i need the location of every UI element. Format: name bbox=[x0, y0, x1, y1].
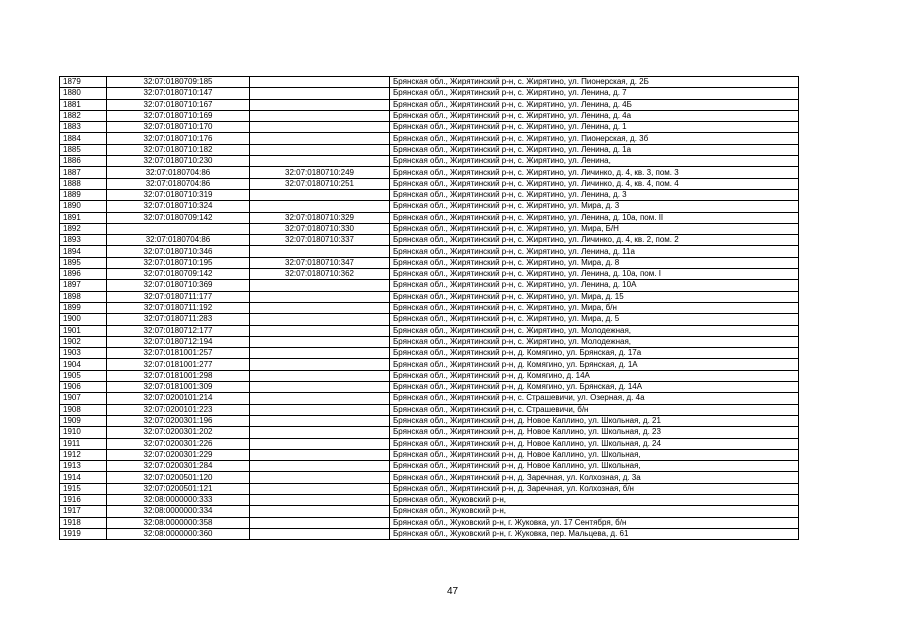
secondary-cadastral-cell bbox=[250, 415, 390, 426]
row-number-cell: 1906 bbox=[60, 382, 107, 393]
row-number-cell: 1884 bbox=[60, 133, 107, 144]
address-cell: Брянская обл., Жирятинский р-н, с. Жирятино, ул. Ленина, bbox=[390, 156, 799, 167]
cadastral-number-cell: 32:07:0180710:170 bbox=[107, 122, 250, 133]
cadastral-number-cell: 32:07:0180712:177 bbox=[107, 325, 250, 336]
row-number-cell: 1916 bbox=[60, 494, 107, 505]
cadastral-number-cell: 32:07:0180709:185 bbox=[107, 77, 250, 88]
cadastral-number-cell: 32:07:0200301:226 bbox=[107, 438, 250, 449]
table-row bbox=[60, 472, 799, 483]
row-number-cell: 1900 bbox=[60, 314, 107, 325]
row-number-cell: 1894 bbox=[60, 246, 107, 257]
row-number-cell: 1885 bbox=[60, 144, 107, 155]
secondary-cadastral-cell bbox=[250, 156, 390, 167]
secondary-cadastral-cell bbox=[250, 336, 390, 347]
address-cell: Брянская обл., Жирятинский р-н, с. Страшевичи, ул. Озерная, д. 4а bbox=[390, 393, 799, 404]
address-cell: Брянская обл., Жирятинский р-н, с. Жирятино, ул. Молодежная, bbox=[390, 336, 799, 347]
table-row bbox=[60, 156, 799, 167]
address-cell: Брянская обл., Жирятинский р-н, с. Жирятино, ул. Ленина, д. 3 bbox=[390, 189, 799, 200]
address-cell: Брянская обл., Жирятинский р-н, д. Комягино, ул. Брянская, д. 17а bbox=[390, 348, 799, 359]
address-cell: Брянская обл., Жуковский р-н, г. Жуковка, ул. 17 Сентября, б/н bbox=[390, 517, 799, 528]
cadastral-number-cell: 32:07:0200501:120 bbox=[107, 472, 250, 483]
row-number-cell: 1879 bbox=[60, 77, 107, 88]
address-cell: Брянская обл., Жуковский р-н, bbox=[390, 494, 799, 505]
secondary-cadastral-cell bbox=[250, 404, 390, 415]
table-row bbox=[60, 325, 799, 336]
secondary-cadastral-cell bbox=[250, 472, 390, 483]
table-row bbox=[60, 494, 799, 505]
address-cell: Брянская обл., Жирятинский р-н, с. Жирятино, ул. Ленина, д. 1а bbox=[390, 144, 799, 155]
cadastral-number-cell: 32:07:0200301:229 bbox=[107, 449, 250, 460]
secondary-cadastral-cell bbox=[250, 483, 390, 494]
secondary-cadastral-cell bbox=[250, 359, 390, 370]
address-cell: Брянская обл., Жирятинский р-н, д. Комягино, ул. Брянская, д. 14А bbox=[390, 382, 799, 393]
address-cell: Брянская обл., Жуковский р-н, bbox=[390, 506, 799, 517]
table-row bbox=[60, 483, 799, 494]
page-number: 47 bbox=[446, 586, 459, 597]
secondary-cadastral-cell bbox=[250, 506, 390, 517]
secondary-cadastral-cell: 32:07:0180710:329 bbox=[250, 212, 390, 223]
secondary-cadastral-cell bbox=[250, 99, 390, 110]
cadastral-number-cell: 32:07:0200301:196 bbox=[107, 415, 250, 426]
table-row bbox=[60, 449, 799, 460]
secondary-cadastral-cell bbox=[250, 291, 390, 302]
address-cell: Брянская обл., Жирятинский р-н, с. Жирятино, ул. Ленина, д. 10А bbox=[390, 280, 799, 291]
cadastral-number-cell: 32:07:0180712:194 bbox=[107, 336, 250, 347]
row-number-cell: 1882 bbox=[60, 110, 107, 121]
cadastral-number-cell: 32:07:0180709:142 bbox=[107, 212, 250, 223]
address-cell: Брянская обл., Жирятинский р-н, с. Жирятино, ул. Мира, д. 3 bbox=[390, 201, 799, 212]
cadastral-number-cell: 32:08:0000000:333 bbox=[107, 494, 250, 505]
cadastral-number-cell: 32:07:0200301:284 bbox=[107, 461, 250, 472]
table-row bbox=[60, 404, 799, 415]
cadastral-number-cell: 32:07:0181001:257 bbox=[107, 348, 250, 359]
address-cell: Брянская обл., Жирятинский р-н, д. Новое Каплино, ул. Школьная, bbox=[390, 461, 799, 472]
address-cell: Брянская обл., Жирятинский р-н, д. Новое Каплино, ул. Школьная, д. 24 bbox=[390, 438, 799, 449]
cadastral-number-cell: 32:07:0180704:86 bbox=[107, 235, 250, 246]
table-row bbox=[60, 302, 799, 313]
registry-table-body bbox=[60, 77, 799, 540]
secondary-cadastral-cell bbox=[250, 517, 390, 528]
cadastral-number-cell: 32:07:0180711:177 bbox=[107, 291, 250, 302]
secondary-cadastral-cell bbox=[250, 461, 390, 472]
address-cell: Брянская обл., Жирятинский р-н, с. Жирятино, ул. Мира, б/н bbox=[390, 302, 799, 313]
row-number-cell: 1905 bbox=[60, 370, 107, 381]
table-row bbox=[60, 461, 799, 472]
cadastral-number-cell: 32:07:0180710:369 bbox=[107, 280, 250, 291]
address-cell: Брянская обл., Жирятинский р-н, с. Жирятино, ул. Ленина, д. 4Б bbox=[390, 99, 799, 110]
secondary-cadastral-cell bbox=[250, 133, 390, 144]
address-cell: Брянская обл., Жирятинский р-н, с. Страшевичи, б/н bbox=[390, 404, 799, 415]
row-number-cell: 1907 bbox=[60, 393, 107, 404]
cadastral-number-cell: 32:07:0180710:319 bbox=[107, 189, 250, 200]
secondary-cadastral-cell bbox=[250, 88, 390, 99]
table-row bbox=[60, 246, 799, 257]
row-number-cell: 1918 bbox=[60, 517, 107, 528]
secondary-cadastral-cell bbox=[250, 314, 390, 325]
secondary-cadastral-cell bbox=[250, 370, 390, 381]
cadastral-number-cell: 32:08:0000000:334 bbox=[107, 506, 250, 517]
secondary-cadastral-cell: 32:07:0180710:337 bbox=[250, 235, 390, 246]
secondary-cadastral-cell bbox=[250, 122, 390, 133]
table-row bbox=[60, 178, 799, 189]
secondary-cadastral-cell bbox=[250, 348, 390, 359]
row-number-cell: 1886 bbox=[60, 156, 107, 167]
secondary-cadastral-cell bbox=[250, 494, 390, 505]
secondary-cadastral-cell bbox=[250, 325, 390, 336]
cadastral-number-cell: 32:08:0000000:358 bbox=[107, 517, 250, 528]
table-row bbox=[60, 257, 799, 268]
row-number-cell: 1883 bbox=[60, 122, 107, 133]
cadastral-number-cell: 32:07:0180710:195 bbox=[107, 257, 250, 268]
row-number-cell: 1881 bbox=[60, 99, 107, 110]
table-row bbox=[60, 122, 799, 133]
cadastral-number-cell: 32:07:0200101:223 bbox=[107, 404, 250, 415]
address-cell: Брянская обл., Жирятинский р-н, д. Новое Каплино, ул. Школьная, д. 23 bbox=[390, 427, 799, 438]
address-cell: Брянская обл., Жирятинский р-н, с. Жирятино, ул. Ленина, д. 11а bbox=[390, 246, 799, 257]
row-number-cell: 1889 bbox=[60, 189, 107, 200]
secondary-cadastral-cell bbox=[250, 438, 390, 449]
address-cell: Брянская обл., Жирятинский р-н, с. Жирятино, ул. Личинко, д. 4, кв. 3, пом. 3 bbox=[390, 167, 799, 178]
cadastral-number-cell: 32:07:0180710:182 bbox=[107, 144, 250, 155]
address-cell: Брянская обл., Жирятинский р-н, с. Жирятино, ул. Мира, д. 5 bbox=[390, 314, 799, 325]
table-row bbox=[60, 269, 799, 280]
secondary-cadastral-cell bbox=[250, 382, 390, 393]
cadastral-number-cell: 32:07:0180710:346 bbox=[107, 246, 250, 257]
secondary-cadastral-cell bbox=[250, 393, 390, 404]
table-row bbox=[60, 393, 799, 404]
table-row bbox=[60, 77, 799, 88]
row-number-cell: 1919 bbox=[60, 528, 107, 539]
table-row bbox=[60, 167, 799, 178]
row-number-cell: 1915 bbox=[60, 483, 107, 494]
cadastral-number-cell: 32:07:0200501:121 bbox=[107, 483, 250, 494]
cadastral-number-cell: 32:07:0180710:147 bbox=[107, 88, 250, 99]
table-row bbox=[60, 370, 799, 381]
table-row bbox=[60, 427, 799, 438]
row-number-cell: 1899 bbox=[60, 302, 107, 313]
secondary-cadastral-cell bbox=[250, 110, 390, 121]
table-row bbox=[60, 438, 799, 449]
table-row bbox=[60, 291, 799, 302]
table-row bbox=[60, 314, 799, 325]
row-number-cell: 1911 bbox=[60, 438, 107, 449]
cadastral-number-cell: 32:07:0200101:214 bbox=[107, 393, 250, 404]
secondary-cadastral-cell: 32:07:0180710:347 bbox=[250, 257, 390, 268]
row-number-cell: 1880 bbox=[60, 88, 107, 99]
row-number-cell: 1913 bbox=[60, 461, 107, 472]
row-number-cell: 1895 bbox=[60, 257, 107, 268]
address-cell: Брянская обл., Жирятинский р-н, с. Жирятино, ул. Личинко, д. 4, кв. 4, пом. 4 bbox=[390, 178, 799, 189]
secondary-cadastral-cell bbox=[250, 77, 390, 88]
table-row bbox=[60, 359, 799, 370]
address-cell: Брянская обл., Жирятинский р-н, с. Жирятино, ул. Пионерская, д. 3б bbox=[390, 133, 799, 144]
cadastral-number-cell: 32:07:0180709:142 bbox=[107, 269, 250, 280]
table-row bbox=[60, 144, 799, 155]
address-cell: Брянская обл., Жирятинский р-н, с. Жирятино, ул. Мира, д. 15 bbox=[390, 291, 799, 302]
row-number-cell: 1890 bbox=[60, 201, 107, 212]
address-cell: Брянская обл., Жирятинский р-н, д. Заречная, ул. Колхозная, д. 3а bbox=[390, 472, 799, 483]
address-cell: Брянская обл., Жирятинский р-н, д. Комягино, ул. Брянская, д. 1А bbox=[390, 359, 799, 370]
table-row bbox=[60, 506, 799, 517]
row-number-cell: 1892 bbox=[60, 223, 107, 234]
address-cell: Брянская обл., Жирятинский р-н, д. Новое Каплино, ул. Школьная, д. 21 bbox=[390, 415, 799, 426]
row-number-cell: 1901 bbox=[60, 325, 107, 336]
secondary-cadastral-cell bbox=[250, 449, 390, 460]
address-cell: Брянская обл., Жирятинский р-н, с. Жирятино, ул. Ленина, д. 10а, пом. I bbox=[390, 269, 799, 280]
row-number-cell: 1897 bbox=[60, 280, 107, 291]
address-cell: Брянская обл., Жирятинский р-н, д. Заречная, ул. Колхозная, б/н bbox=[390, 483, 799, 494]
table-row bbox=[60, 348, 799, 359]
cadastral-number-cell: 32:07:0180704:86 bbox=[107, 178, 250, 189]
cadastral-number-cell: 32:07:0180711:283 bbox=[107, 314, 250, 325]
address-cell: Брянская обл., Жирятинский р-н, с. Жирятино, ул. Молодежная, bbox=[390, 325, 799, 336]
secondary-cadastral-cell bbox=[250, 189, 390, 200]
row-number-cell: 1898 bbox=[60, 291, 107, 302]
address-cell: Брянская обл., Жирятинский р-н, с. Жирятино, ул. Пионерская, д. 2Б bbox=[390, 77, 799, 88]
secondary-cadastral-cell bbox=[250, 280, 390, 291]
address-cell: Брянская обл., Жирятинский р-н, д. Новое Каплино, ул. Школьная, bbox=[390, 449, 799, 460]
address-cell: Брянская обл., Жирятинский р-н, с. Жирятино, ул. Мира, д. 8 bbox=[390, 257, 799, 268]
secondary-cadastral-cell bbox=[250, 528, 390, 539]
secondary-cadastral-cell bbox=[250, 427, 390, 438]
table-row bbox=[60, 517, 799, 528]
secondary-cadastral-cell: 32:07:0180710:362 bbox=[250, 269, 390, 280]
table-row bbox=[60, 336, 799, 347]
row-number-cell: 1888 bbox=[60, 178, 107, 189]
table-row bbox=[60, 110, 799, 121]
row-number-cell: 1903 bbox=[60, 348, 107, 359]
table-row bbox=[60, 280, 799, 291]
cadastral-number-cell: 32:07:0180704:86 bbox=[107, 167, 250, 178]
cadastral-number-cell: 32:07:0181001:309 bbox=[107, 382, 250, 393]
address-cell: Брянская обл., Жирятинский р-н, с. Жирятино, ул. Ленина, д. 10а, пом. II bbox=[390, 212, 799, 223]
secondary-cadastral-cell: 32:07:0180710:330 bbox=[250, 223, 390, 234]
row-number-cell: 1912 bbox=[60, 449, 107, 460]
row-number-cell: 1887 bbox=[60, 167, 107, 178]
table-row bbox=[60, 415, 799, 426]
row-number-cell: 1910 bbox=[60, 427, 107, 438]
cadastral-number-cell: 32:07:0200301:202 bbox=[107, 427, 250, 438]
table-row bbox=[60, 88, 799, 99]
cadastral-number-cell: 32:08:0000000:360 bbox=[107, 528, 250, 539]
address-cell: Брянская обл., Жуковский р-н, г. Жуковка, пер. Мальцева, д. 61 bbox=[390, 528, 799, 539]
table-row bbox=[60, 528, 799, 539]
row-number-cell: 1902 bbox=[60, 336, 107, 347]
cadastral-number-cell: 32:07:0180710:230 bbox=[107, 156, 250, 167]
cadastral-number-cell bbox=[107, 223, 250, 234]
secondary-cadastral-cell bbox=[250, 201, 390, 212]
table-row bbox=[60, 189, 799, 200]
registry-table bbox=[59, 76, 799, 540]
row-number-cell: 1896 bbox=[60, 269, 107, 280]
address-cell: Брянская обл., Жирятинский р-н, д. Комягино, д. 14А bbox=[390, 370, 799, 381]
row-number-cell: 1917 bbox=[60, 506, 107, 517]
address-cell: Брянская обл., Жирятинский р-н, с. Жирятино, ул. Ленина, д. 7 bbox=[390, 88, 799, 99]
secondary-cadastral-cell: 32:07:0180710:251 bbox=[250, 178, 390, 189]
row-number-cell: 1891 bbox=[60, 212, 107, 223]
cadastral-number-cell: 32:07:0180710:176 bbox=[107, 133, 250, 144]
secondary-cadastral-cell bbox=[250, 246, 390, 257]
secondary-cadastral-cell: 32:07:0180710:249 bbox=[250, 167, 390, 178]
address-cell: Брянская обл., Жирятинский р-н, с. Жирятино, ул. Ленина, д. 1 bbox=[390, 122, 799, 133]
table-row bbox=[60, 212, 799, 223]
table-row bbox=[60, 201, 799, 212]
row-number-cell: 1909 bbox=[60, 415, 107, 426]
table-row bbox=[60, 223, 799, 234]
table-row bbox=[60, 235, 799, 246]
row-number-cell: 1893 bbox=[60, 235, 107, 246]
address-cell: Брянская обл., Жирятинский р-н, с. Жирятино, ул. Мира, Б/Н bbox=[390, 223, 799, 234]
secondary-cadastral-cell bbox=[250, 302, 390, 313]
table-row bbox=[60, 99, 799, 110]
cadastral-number-cell: 32:07:0180711:192 bbox=[107, 302, 250, 313]
secondary-cadastral-cell bbox=[250, 144, 390, 155]
table-row bbox=[60, 133, 799, 144]
address-cell: Брянская обл., Жирятинский р-н, с. Жирятино, ул. Личинко, д. 4, кв. 2, пом. 2 bbox=[390, 235, 799, 246]
table-row bbox=[60, 382, 799, 393]
cadastral-number-cell: 32:07:0180710:167 bbox=[107, 99, 250, 110]
row-number-cell: 1914 bbox=[60, 472, 107, 483]
address-cell: Брянская обл., Жирятинский р-н, с. Жирятино, ул. Ленина, д. 4а bbox=[390, 110, 799, 121]
row-number-cell: 1908 bbox=[60, 404, 107, 415]
cadastral-number-cell: 32:07:0181001:298 bbox=[107, 370, 250, 381]
row-number-cell: 1904 bbox=[60, 359, 107, 370]
cadastral-number-cell: 32:07:0181001:277 bbox=[107, 359, 250, 370]
cadastral-number-cell: 32:07:0180710:169 bbox=[107, 110, 250, 121]
cadastral-number-cell: 32:07:0180710:324 bbox=[107, 201, 250, 212]
